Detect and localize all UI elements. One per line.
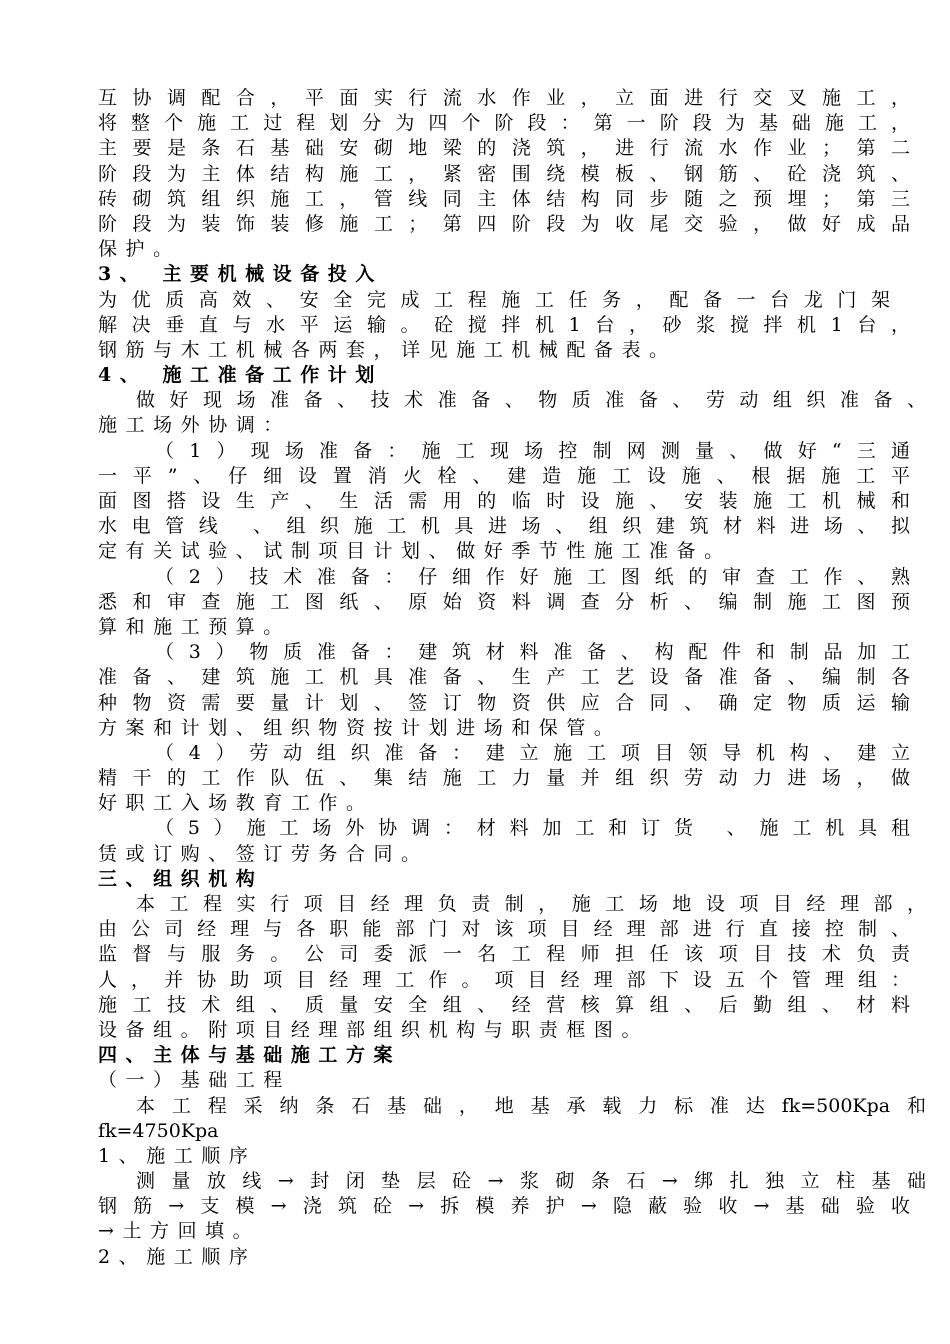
section-heading-preparation: 4、 施工准备工作计划 (98, 364, 383, 387)
paragraph-line: fk=4750Kpa (98, 1119, 219, 1142)
subsection-heading-sequence-2: 2、施工顺序 (98, 1245, 257, 1268)
list-item-line: （5）施工场外协调：材料加工和订货 、施工机具租 (155, 817, 910, 840)
list-item-line: （1）现场准备：施工现场控制网测量、做好“三通 (155, 439, 910, 462)
paragraph-line: 主要是条石基础安砌地梁的浇筑，进行流水作业；第二 (98, 137, 910, 160)
paragraph-line: 由公司经理与各职能部门对该项目经理部进行直接控制、 (98, 918, 910, 941)
section-heading-organization: 三、组织机构 (98, 867, 264, 890)
paragraph-line: 本工程采纳条石基础，地基承载力标准达fk=500Kpa和 (136, 1094, 926, 1117)
list-item-line: 一平”、仔细设置消火栓、建造施工设施、根据施工平 (98, 464, 910, 487)
paragraph-line: 施工场外协调： (98, 414, 291, 437)
paragraph-line: 钢筋→支模→浇筑砼→拆模养护→隐蔽验收→基础验收 (98, 1195, 910, 1218)
paragraph-line: 施工技术组、质量安全组、经营核算组、后勤组、材料 (98, 993, 910, 1016)
paragraph-line: 监督与服务。公司委派一名工程师担任该项目技术负责 (98, 943, 910, 966)
paragraph-line: 设备组。附项目经理部组织机构与职责框图。 (98, 1018, 650, 1041)
paragraph-line: 解决垂直与水平运输。砼搅拌机1台，砂浆搅拌机1台， (98, 313, 910, 336)
subsection-heading-sequence-1: 1、施工顺序 (98, 1144, 257, 1167)
list-item-line: 水电管线 、组织施工机具进场、组织建筑材料进场、拟 (98, 515, 910, 538)
list-item-line: 方案和计划、组织物资按计划进场和保管。 (98, 716, 622, 739)
paragraph-line: 将整个施工过程划分为四个阶段：第一阶段为基础施工， (98, 112, 910, 135)
paragraph-line: 人，并协助项目经理工作。项目经理部下设五个管理组： (98, 968, 910, 991)
list-item-line: 种物资需要量计划、签订物资供应合同、确定物质运输 (98, 691, 910, 714)
list-item-line: 算和施工预算。 (98, 615, 291, 638)
paragraph-line: 互协调配合，平面实行流水作业，立面进行交叉施工， (98, 87, 910, 109)
paragraph-line: 本工程实行项目经理负责制，施工场地设项目经理部， (136, 893, 926, 915)
list-item-line: （3）物质准备：建筑材料准备、构配件和制品加工 (155, 641, 910, 664)
section-heading-construction-plan: 四、主体与基础施工方案 (98, 1044, 402, 1067)
list-item-line: 悉和审查施工图纸、原始资料调查分析、编制施工图预 (98, 590, 910, 613)
section-heading-machinery: 3、 主要机械设备投入 (98, 263, 383, 286)
list-item-line: 面图搭设生产、生活需用的临时设施、安装施工机械和 (98, 490, 910, 512)
list-item-line: （4）劳动组织准备：建立施工项目领导机构、建立 (155, 741, 910, 764)
list-item-line: 准备、建筑施工机具准备、生产工艺设备准备、编制各 (98, 666, 910, 689)
paragraph-line: 为优质高效、安全完成工程施工任务，配备一台龙门架 (98, 288, 890, 311)
subsection-heading-foundation: （一）基础工程 (98, 1069, 291, 1092)
paragraph-line: 钢筋与木工机械各两套，详见施工机械配备表。 (98, 338, 677, 361)
paragraph-line: 测量放线→封闭垫层砼→浆砌条石→绑扎独立柱基础 (136, 1170, 926, 1193)
list-item-line: 精干的工作队伍、集结施工力量并组织劳动力进场，做 (98, 767, 910, 790)
list-item-line: 赁或订购、签订劳务合同。 (98, 842, 429, 865)
paragraph-line: 阶段为装饰装修施工；第四阶段为收尾交验，做好成品 (98, 212, 910, 235)
paragraph-line: 保护。 (98, 238, 181, 261)
document-page (98, 86, 926, 1270)
paragraph-line: 阶段为主体结构施工，紧密围绕模板、钢筋、砼浇筑、 (98, 162, 910, 185)
paragraph-line: 砖砌筑组织施工，管线同主体结构同步随之预埋；第三 (98, 187, 910, 210)
list-item-line: 定有关试验、试制项目计划、做好季节性施工准备。 (98, 540, 732, 563)
paragraph-line: →土方回填。 (98, 1220, 261, 1243)
list-item-line: （2）技术准备：仔细作好施工图纸的审查工作、熟 (155, 565, 910, 588)
paragraph-line: 做好现场准备、技术准备、物质准备、劳动组织准备、 (136, 389, 926, 412)
list-item-line: 好职工入场教育工作。 (98, 792, 374, 815)
